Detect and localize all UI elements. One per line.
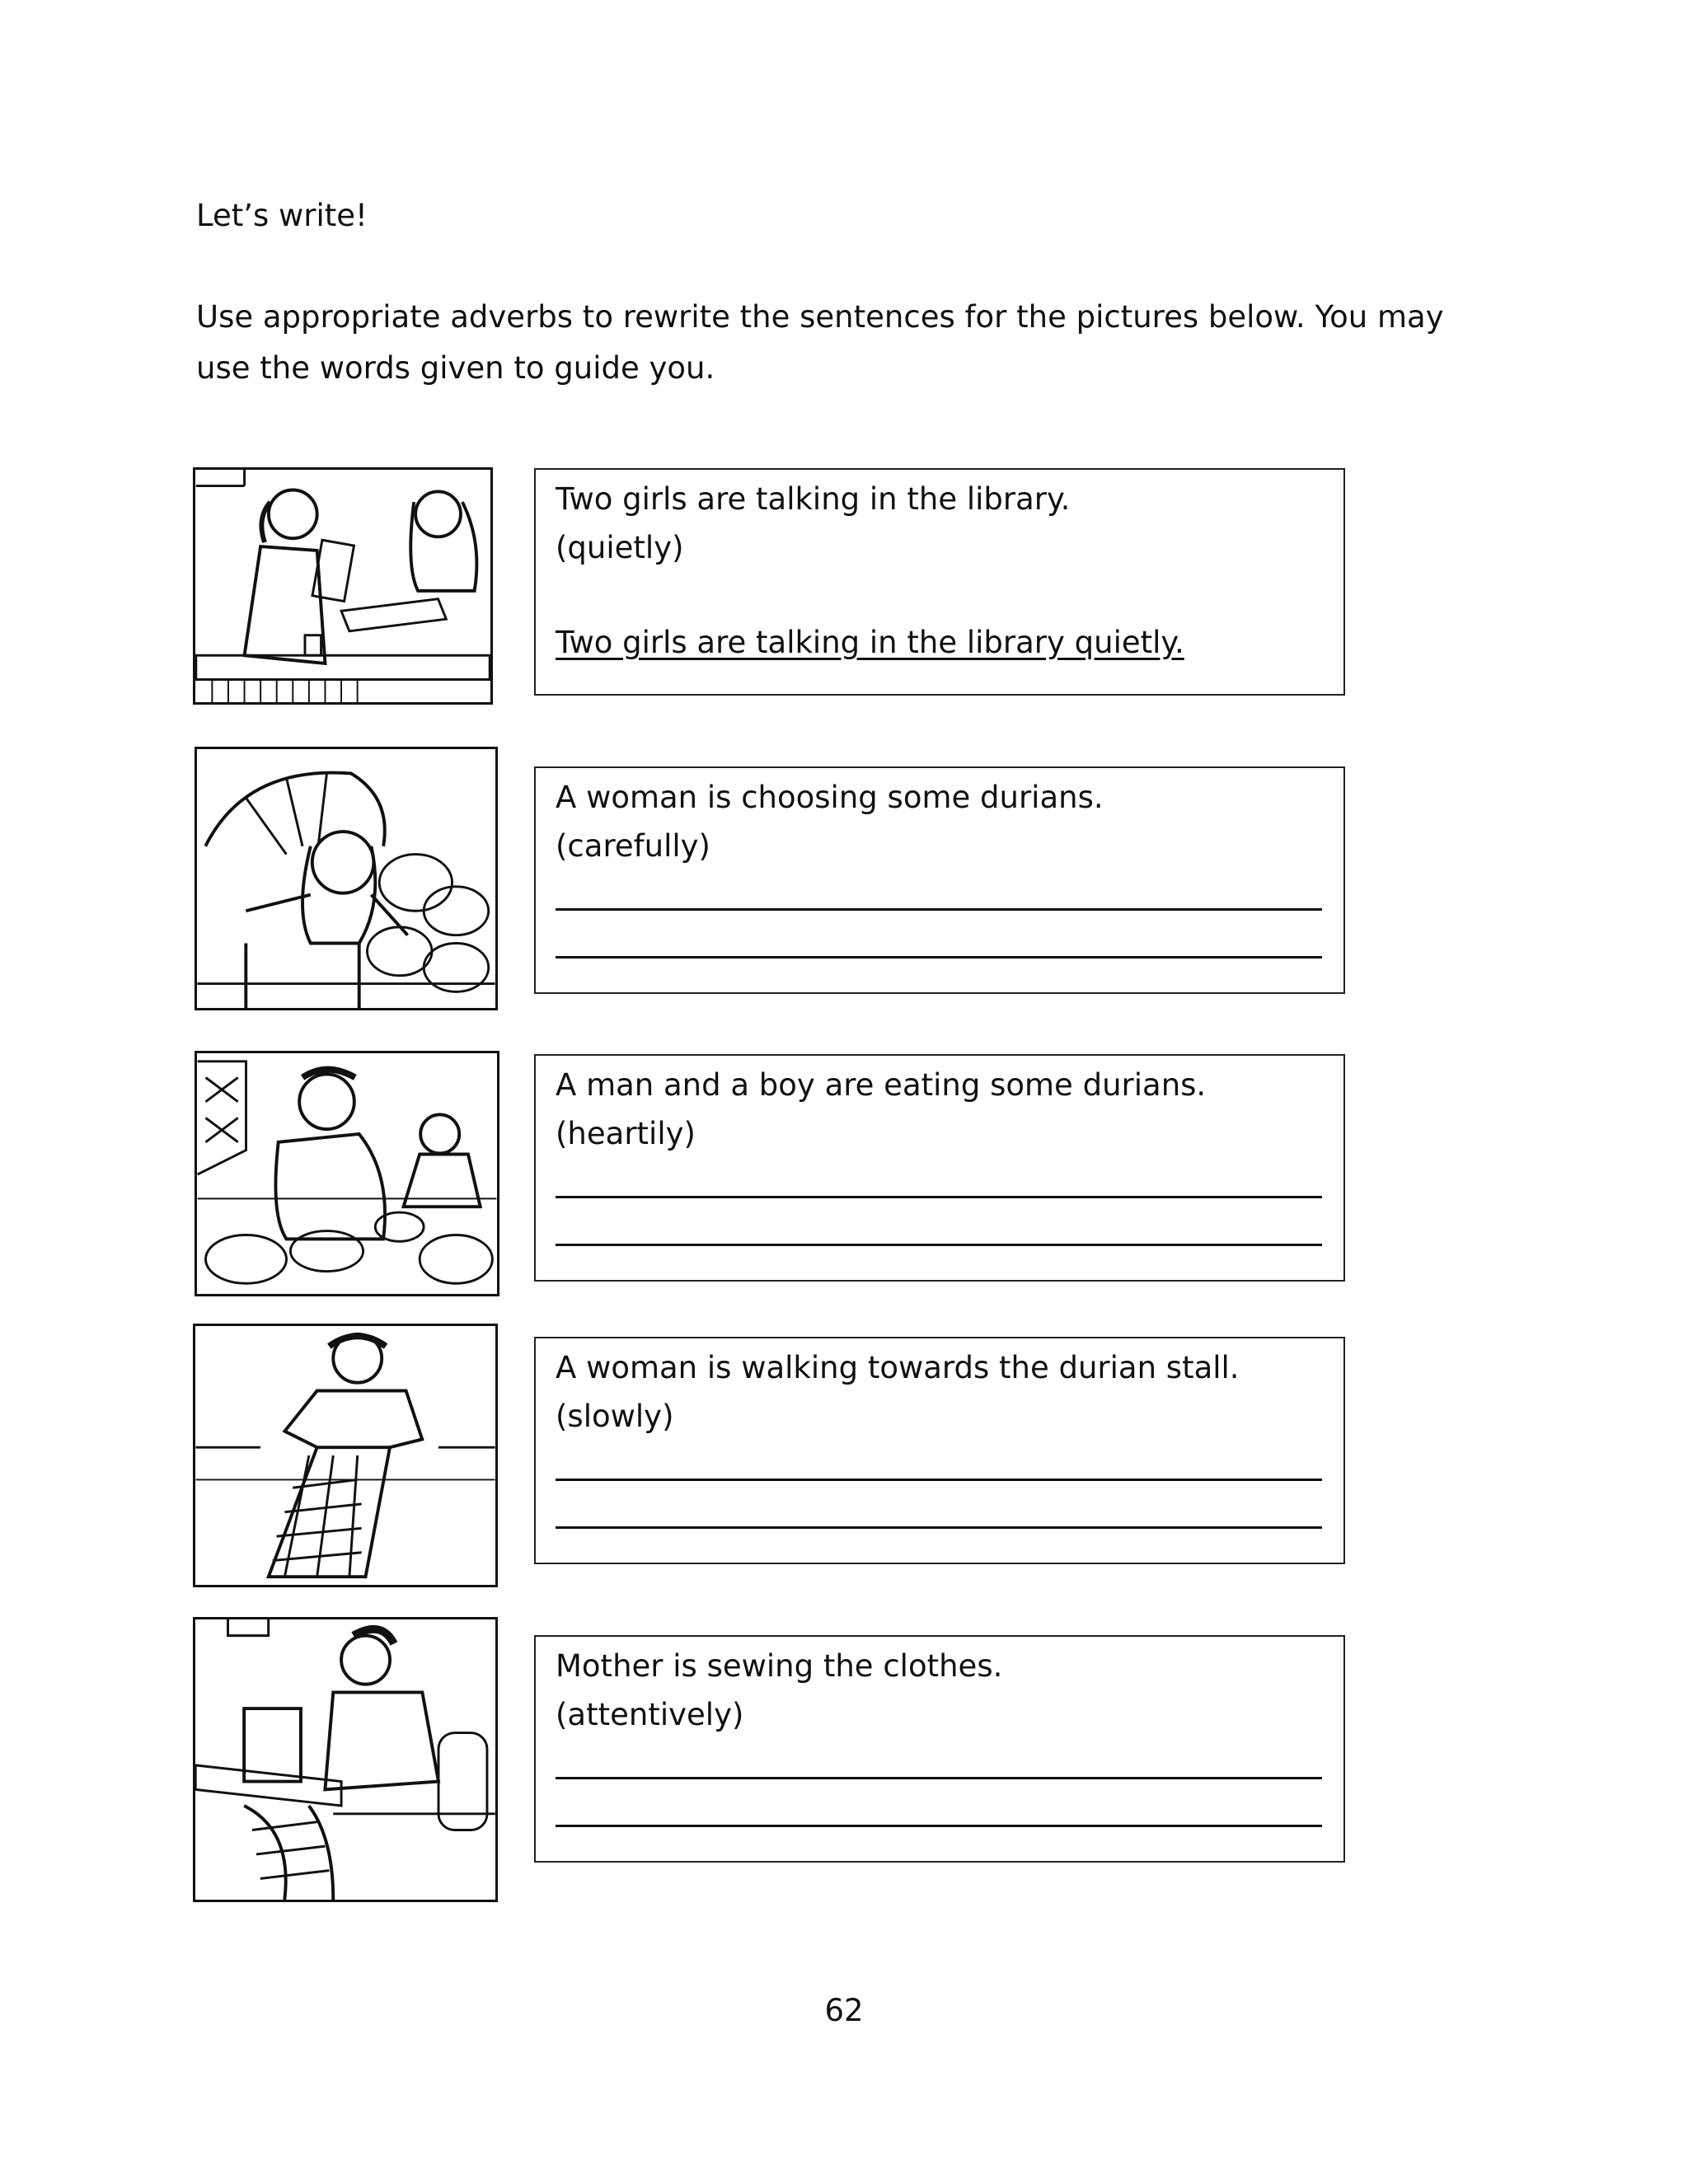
adverb-hint: (quietly) (556, 530, 684, 565)
sentence-text: A woman is choosing some durians. (556, 780, 1104, 815)
woman-choosing-durians-illustration (195, 747, 498, 1010)
answer-line (556, 1244, 1322, 1246)
exercise-box-4 (534, 1337, 1345, 1564)
exercise-box-1 (534, 468, 1345, 696)
exercise-box-2 (534, 766, 1345, 994)
adverb-hint: (heartily) (556, 1116, 696, 1151)
sample-answer: Two girls are talking in the library quietly. (556, 625, 1184, 660)
sentence-text: Two girls are talking in the library. (556, 481, 1071, 517)
answer-line (556, 1526, 1322, 1529)
answer-line (556, 908, 1322, 911)
instructions: Use appropriate adverbs to rewrite the sentences for the pictures below. You may use the words given to guide you. (196, 299, 1444, 386)
page-number: 62 (824, 1993, 864, 2028)
answer-line (556, 1196, 1322, 1198)
sentence-text: A woman is walking towards the durian stall. (556, 1350, 1240, 1385)
answer-line (556, 1825, 1322, 1827)
library-girls-illustration (193, 467, 493, 705)
man-boy-eating-durians-illustration (195, 1051, 499, 1296)
mother-sewing-illustration (193, 1617, 498, 1902)
answer-line (556, 956, 1322, 958)
sentence-text: A man and a boy are eating some durians. (556, 1067, 1207, 1103)
answer-line (556, 1777, 1322, 1779)
adverb-hint: (carefully) (556, 828, 710, 864)
sentence-text: Mother is sewing the clothes. (556, 1648, 1003, 1684)
exercise-box-5 (534, 1635, 1345, 1863)
exercise-box-3 (534, 1054, 1345, 1282)
adverb-hint: (slowly) (556, 1399, 674, 1434)
answer-line (556, 1479, 1322, 1481)
page-heading: Let’s write! (196, 198, 368, 233)
woman-walking-illustration (193, 1324, 498, 1587)
adverb-hint: (attentively) (556, 1697, 744, 1732)
